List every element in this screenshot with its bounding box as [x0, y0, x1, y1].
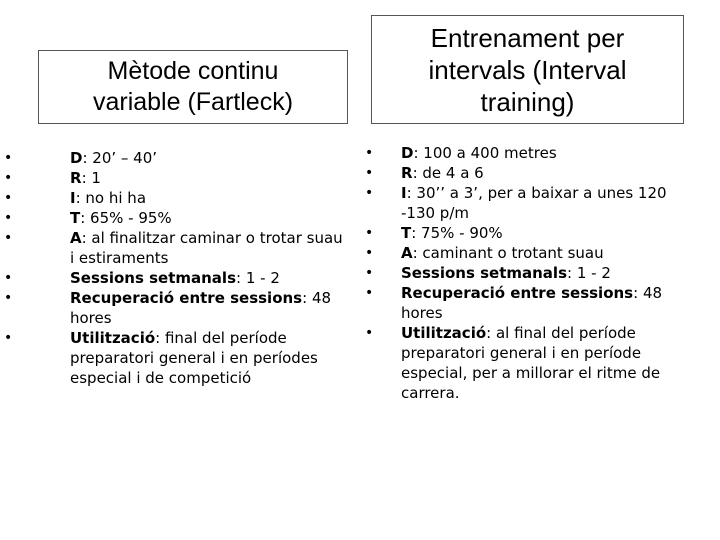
list-item — [365, 143, 685, 163]
list-item — [0, 268, 345, 288]
item-text: : 48 hores — [70, 289, 332, 327]
item-text: : 1 - 2 — [236, 269, 280, 287]
item-text: : 20’ – 40’ — [82, 149, 158, 167]
item-text: : al finalitzar caminar o trotar suau i estiraments — [70, 229, 343, 267]
item-text: : caminant o trotant suau — [412, 244, 604, 262]
item-label: Sessions setmanals — [401, 264, 568, 282]
item-label: Utilització — [401, 324, 487, 342]
item-label: D — [401, 144, 414, 162]
item-label: Sessions setmanals — [70, 269, 237, 287]
bullet-icon: • — [4, 150, 13, 166]
item-text: : final del període preparatori general i en períodes especial i de competició — [70, 329, 318, 387]
bullet-icon: • — [4, 190, 13, 206]
list-item — [365, 323, 685, 403]
item-label: T — [70, 209, 81, 227]
item-text: : 1 — [81, 169, 101, 187]
list-item — [0, 328, 345, 388]
bullet-icon: • — [365, 325, 374, 341]
bullet-icon: • — [4, 290, 13, 306]
left-title: Mètode continu variable (Fartleck) — [92, 57, 294, 116]
bullet-icon: • — [365, 285, 374, 301]
list-item — [365, 263, 685, 283]
item-text: : no hi ha — [75, 189, 147, 207]
right-bullet-list — [365, 143, 685, 403]
right-title-box — [371, 15, 684, 124]
bullet-icon: • — [4, 330, 13, 346]
item-text: : 48 hores — [401, 284, 663, 322]
list-item — [365, 163, 685, 183]
item-label: D — [70, 149, 83, 167]
list-item — [0, 228, 345, 268]
bullet-icon: • — [365, 265, 374, 281]
list-item — [365, 243, 685, 263]
list-item — [365, 283, 685, 323]
left-title-box — [38, 50, 348, 124]
item-label: R — [401, 164, 413, 182]
item-label: R — [70, 169, 82, 187]
bullet-icon: • — [4, 270, 13, 286]
bullet-icon: • — [365, 245, 374, 261]
bullet-icon: • — [365, 165, 374, 181]
right-title: Entrenament per intervals (Interval training) — [428, 22, 627, 117]
item-label: A — [70, 229, 82, 247]
list-item — [365, 183, 685, 223]
item-text: : 75% - 90% — [411, 224, 503, 242]
list-item — [0, 208, 345, 228]
bullet-icon: • — [4, 170, 13, 186]
list-item — [0, 288, 345, 328]
bullet-icon: • — [4, 210, 13, 226]
item-text: : de 4 a 6 — [412, 164, 484, 182]
bullet-icon: • — [365, 185, 374, 201]
item-label: Recuperació entre sessions — [401, 284, 634, 302]
item-text: : 65% - 95% — [80, 209, 172, 227]
item-text: : 100 a 400 metres — [413, 144, 557, 162]
bullet-icon: • — [365, 145, 374, 161]
list-item — [365, 223, 685, 243]
list-item — [0, 168, 345, 188]
left-bullet-list — [0, 148, 345, 388]
item-label: Recuperació entre sessions — [70, 289, 303, 307]
item-text: : 1 - 2 — [567, 264, 611, 282]
item-label: I — [401, 184, 407, 202]
bullet-icon: • — [365, 225, 374, 241]
item-label: T — [401, 224, 412, 242]
item-label: A — [401, 244, 413, 262]
item-text: : 30’’ a 3’, per a baixar a unes 120 -130 p/m — [401, 184, 667, 222]
item-label: I — [70, 189, 76, 207]
list-item — [0, 188, 345, 208]
item-label: Utilització — [70, 329, 156, 347]
item-text: : al final del període preparatori general i en període especial, per a millorar el ritme de carrera. — [401, 324, 661, 402]
bullet-icon: • — [4, 230, 13, 246]
list-item — [0, 148, 345, 168]
